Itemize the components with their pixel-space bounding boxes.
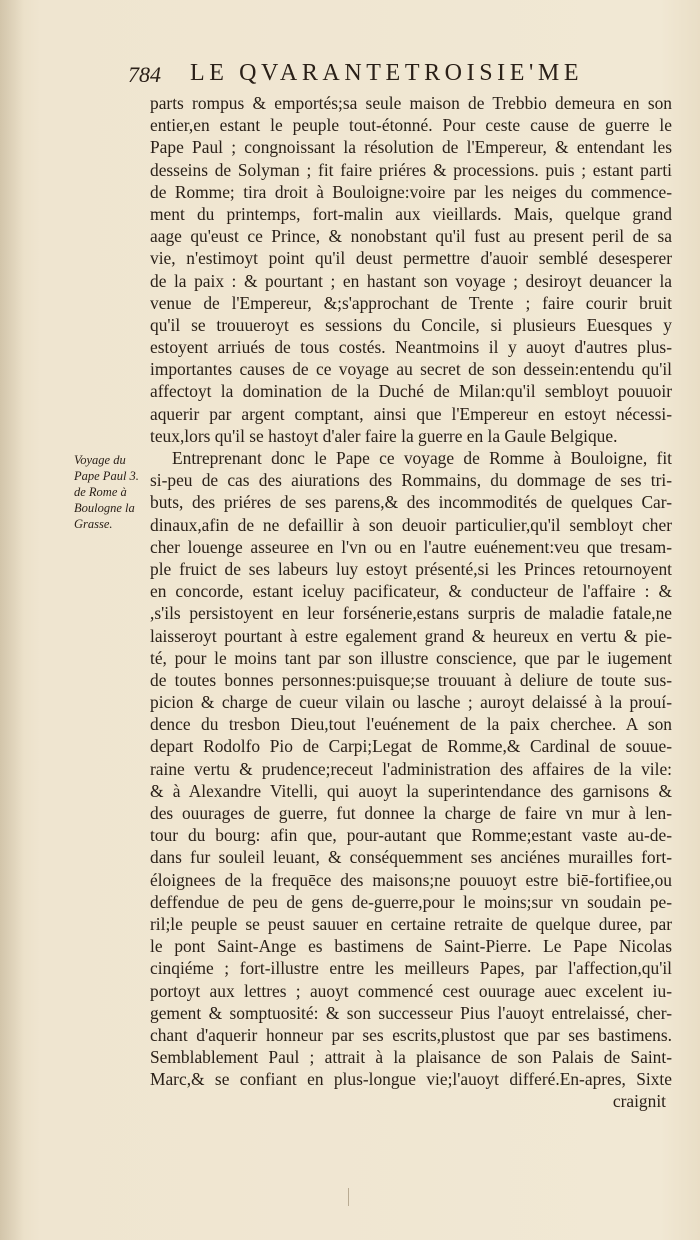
text-line: Pape Paul ; congnoissant la résolution de l'Empereur, & entendant les bbox=[150, 137, 672, 158]
text-line: de Romme; tira droit à Bouloigne:voire par les neiges du commence- bbox=[150, 181, 672, 202]
text-line: de la paix : & pourtant ; en hastant son voyage ; desiroyt deuancer la bbox=[150, 270, 672, 291]
text-line: vie, n'estimoyt point qu'il deust permettre d'auoir semblé desesperer bbox=[150, 248, 672, 269]
text-line: si-peu de cas des aiurations des Rommains, du dommage de ses tri- bbox=[150, 470, 672, 491]
binding-shadow bbox=[0, 0, 24, 1240]
text-line: té, pour le moins tant par son illustre conscience, que par le iugement bbox=[150, 647, 672, 668]
text-line: & à Alexandre Vitelli, qui auoyt la superintendance des garnisons & bbox=[150, 780, 672, 801]
text-line: aquerir par argent comptant, ainsi que l'Empereur en estoyt nécessi- bbox=[150, 403, 672, 424]
text-line: laisseroyt pourtant à estre egalement grand & heureux en vertu & pie- bbox=[150, 625, 672, 646]
text-line: Marc,& se confiant en plus-longue vie;l'auoyt differé.En-apres, Sixte bbox=[150, 1069, 672, 1090]
text-line: ril;le peuple se peust sauuer en certaine retraite de quelque duree, par bbox=[150, 913, 672, 934]
margin-note-line: Pape Paul 3. bbox=[74, 469, 139, 483]
text-line: Entreprenant donc le Pape ce voyage de Romme à Bouloigne, fit bbox=[172, 448, 672, 468]
body-text bbox=[150, 92, 672, 1113]
text-line: qu'il se trouueroyt es sessions du Concile, si plusieurs Euesques y bbox=[150, 314, 672, 335]
text-line: des ouurages de guerre, fut donnee la charge de faire vn mur à len- bbox=[150, 803, 672, 823]
text-line: dans fur souleil leuant, & conséquemment ses anciénes murailles fort- bbox=[150, 847, 672, 868]
text-line: parts rompus & emportés;sa seule maison de Trebbio demeura en son bbox=[150, 93, 672, 113]
text-line: tour du bourg: afin que, pour-autant que Romme;estant vaste au-de- bbox=[150, 825, 672, 846]
text-line: entier,en estant le peuple tout-étonné. Pour ceste cause de guerre le bbox=[150, 115, 672, 136]
text-line: importantes causes de ce voyage au secret de son dessein:entendu qu'il bbox=[150, 359, 672, 380]
text-line: éloignees de la frequēce des maisons;ne pouuoyt estre biē-fortifiee,ou bbox=[150, 869, 672, 890]
text-line: estoyent arriués de tous costés. Neantmoins il y auoyt d'autres plus- bbox=[150, 337, 672, 358]
text-line: dinaux,afin de ne defaillir à son deuoir particulier,qu'il sembloyt cher bbox=[150, 514, 672, 535]
text-line: de toutes bonnes personnes:puisque;se trouuant à deliure de toute sus- bbox=[150, 669, 672, 690]
text-line: deffendue de peu de gens de-guerre,pour le moins;sur vn soudain pe- bbox=[150, 891, 672, 912]
text-line: ment du printemps, fort-malin aux vieillards. Mais, quelque grand bbox=[150, 203, 672, 224]
page-mark bbox=[348, 1188, 349, 1206]
catchword: craignit bbox=[612, 1091, 666, 1112]
text-line: buts, des priéres de ses parens,& des incommodités de quelques Car- bbox=[150, 492, 672, 513]
margin-note-line: de Rome à bbox=[74, 485, 127, 499]
running-head: LE QVARANTETROISIE'ME bbox=[190, 60, 584, 86]
text-line: ,s'ils persistoyent en leur forsénerie,estans surpris de maladie fatale,ne bbox=[150, 603, 672, 624]
margin-note-line: Grasse. bbox=[74, 517, 113, 531]
page-header bbox=[128, 60, 668, 94]
text-line: picion & charge de cueur vilain ou lasche ; auroyt delaissé à la prouí- bbox=[150, 692, 672, 713]
margin-note-line: Boulogne la bbox=[74, 501, 135, 515]
text-line: venue de l'Empereur, &;s'approchant de Trente ; faire courir bruit bbox=[150, 292, 672, 313]
text-line: desseins de Solyman ; fit faire priéres & processions. puis ; estant parti bbox=[150, 159, 672, 180]
text-line: teux,lors qu'il se hastoyt d'aler faire la guerre en la Gaule Belgique. bbox=[150, 425, 618, 446]
text-line: gement & somptuosité: & son successeur Pius l'auoyt entrelaissé, cher- bbox=[150, 1002, 672, 1023]
text-line: cher louenge asseuree en l'vn ou en l'autre euénement:veu que tresam- bbox=[150, 536, 672, 557]
text-line: affectoyt la domination de la Duché de Milan:qu'il sembloyt pouuoir bbox=[150, 381, 672, 402]
text-line: Semblablement Paul ; attrait à la plaisance de son Palais de Saint- bbox=[150, 1047, 672, 1068]
text-line: depart Rodolfo Pio de Carpi;Legat de Romme,& Cardinal de souue- bbox=[150, 736, 672, 757]
text-line: aage qu'eust ce Prince, & nonobstant qu'il fust au present peril de sa bbox=[150, 226, 672, 247]
text-line: raine vertu & prudence;receut l'administration des affaires de la vile: bbox=[150, 758, 672, 779]
text-line: le pont Saint-Ange es bastimens de Saint-Pierre. Le Pape Nicolas bbox=[150, 936, 672, 957]
margin-note-line: Voyage du bbox=[74, 453, 126, 467]
text-line: ple fruict de ses labeurs luy estoyt présenté,si les Princes retournoyent bbox=[150, 558, 672, 579]
text-line: en concorde, estant iceluy pacificateur, & conducteur de l'affaire : & bbox=[150, 581, 672, 602]
page-number: 784 bbox=[128, 62, 161, 87]
text-line: portoyt aux lettres ; auoyt commencé cest ouurage auec excelent iu- bbox=[150, 980, 672, 1001]
text-line: dence du tresbon Dieu,tout l'euénement de la paix cherchee. A son bbox=[150, 714, 672, 735]
text-line: cinqiéme ; fort-illustre entre les meilleurs Papes, par l'affection,qu'il bbox=[150, 958, 672, 979]
text-line: chant d'aquerir honneur par ses escrits,plustost que par ses bastimens. bbox=[150, 1024, 672, 1045]
margin-note bbox=[74, 452, 148, 532]
